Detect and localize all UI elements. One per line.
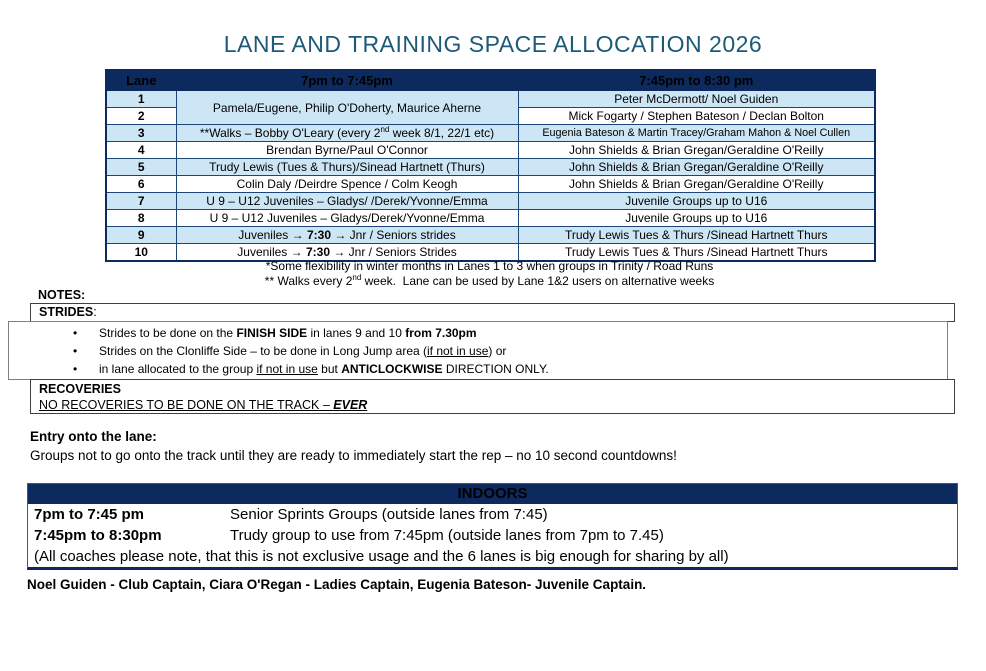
slot2-cell: Juvenile Groups up to U16 — [518, 210, 875, 227]
indoors-header: INDOORS — [28, 484, 957, 504]
slot1-cell: Trudy Lewis (Tues & Thurs)/Sinead Hartnett (Thurs) — [176, 159, 518, 176]
lane-allocation-table — [105, 69, 876, 262]
recoveries-box — [30, 379, 955, 414]
indoors-time: 7:45pm to 8:30pm — [34, 527, 162, 544]
lane-number: 4 — [106, 142, 176, 159]
captains-line: Noel Guiden - Club Captain, Ciara O'Regan - Ladies Captain, Eugenia Bateson- Juvenile Captain. — [27, 577, 647, 592]
table-footnotes — [105, 259, 874, 289]
strides-bullet-2: • Strides on the Clonliffe Side – to be done in Long Jump area (if not in use) or — [9, 342, 947, 360]
slot2-cell: John Shields & Brian Gregan/Geraldine O'Reilly — [518, 159, 875, 176]
header-lane: Lane — [106, 70, 176, 91]
slot1-cell: U 9 – U12 Juveniles – Gladys/Derek/Yvonne/Emma — [176, 210, 518, 227]
lane-number: 5 — [106, 159, 176, 176]
footnote-1: *Some flexibility in winter months in Lanes 1 to 3 when groups in Trinity / Road Runs — [265, 259, 714, 273]
lane-number: 3 — [106, 125, 176, 142]
footnote-2: ** Walks every 2nd week. Lane can be used by Lane 1&2 users on alternative weeks — [264, 273, 715, 288]
lane-row-7 — [106, 193, 875, 210]
header-slot2: 7:45pm to 8:30 pm — [518, 70, 875, 91]
lane-row-6 — [106, 176, 875, 193]
superscript: nd — [352, 273, 362, 282]
slot1-cell: **Walks – Bobby O'Leary (every 2nd week 8/1, 22/1 etc) — [176, 125, 518, 142]
notes-heading: NOTES: — [38, 288, 86, 302]
page-title: LANE AND TRAINING SPACE ALLOCATION 2026 — [223, 31, 763, 57]
indoors-row-2 — [28, 525, 957, 546]
lane-row-1 — [106, 91, 875, 108]
recoveries-rule: NO RECOVERIES TO BE DONE ON THE TRACK – EVER — [39, 398, 368, 412]
slot2-cell: Trudy Lewis Tues & Thurs /Sinead Hartnett Thurs — [518, 244, 875, 262]
lane-number: 1 — [106, 91, 176, 108]
strides-bullet-3: • in lane allocated to the group if not in use but ANTICLOCKWISE DIRECTION ONLY. — [9, 360, 947, 378]
lane-row-5 — [106, 159, 875, 176]
indoors-table — [27, 483, 958, 570]
slot1-cell: Brendan Byrne/Paul O'Connor — [176, 142, 518, 159]
indoors-row-1 — [28, 504, 957, 525]
lane-number: 10 — [106, 244, 176, 262]
slot1-cell-merged: Pamela/Eugene, Philip O'Doherty, Maurice Aherne — [176, 91, 518, 125]
lane-number: 2 — [106, 108, 176, 125]
slot2-cell: Mick Fogarty / Stephen Bateson / Declan Bolton — [518, 108, 875, 125]
lane-number: 8 — [106, 210, 176, 227]
lane-row-8 — [106, 210, 875, 227]
header-slot1: 7pm to 7:45pm — [176, 70, 518, 91]
slot1-cell: U 9 – U12 Juveniles – Gladys/ /Derek/Yvonne/Emma — [176, 193, 518, 210]
indoors-desc: Senior Sprints Groups (outside lanes from 7:45) — [230, 506, 548, 523]
indoors-time: 7pm to 7:45 pm — [34, 506, 145, 523]
slot2-cell: Eugenia Bateson & Martin Tracey/Graham Mahon & Noel Cullen — [518, 125, 875, 142]
lane-row-9 — [106, 227, 875, 244]
slot2-cell: Trudy Lewis Tues & Thurs /Sinead Hartnett Thurs — [518, 227, 875, 244]
slot1-cell: Colin Daly /Deirdre Spence / Colm Keogh — [176, 176, 518, 193]
slot2-cell: John Shields & Brian Gregan/Geraldine O'Reilly — [518, 142, 875, 159]
strides-bullet-1: • Strides to be done on the FINISH SIDE in lanes 9 and 10 from 7.30pm — [9, 324, 947, 342]
slot1-cell: Juveniles → 7:30 → Jnr / Seniors strides — [176, 227, 518, 244]
entry-body: Groups not to go onto the track until they are ready to immediately start the rep – no 10 second countdowns! — [30, 448, 677, 463]
slot1-cell: Juveniles → 7:30 → Jnr / Seniors Strides — [176, 244, 518, 262]
lane-row-4 — [106, 142, 875, 159]
entry-heading: Entry onto the lane: — [30, 429, 157, 444]
lane-number: 7 — [106, 193, 176, 210]
strides-bullets-box — [8, 321, 948, 380]
superscript: nd — [380, 125, 390, 134]
lane-row-3 — [106, 125, 875, 142]
recoveries-heading: RECOVERIES — [39, 382, 121, 396]
slot2-cell: Juvenile Groups up to U16 — [518, 193, 875, 210]
lane-number: 6 — [106, 176, 176, 193]
lane-table-header-row — [106, 70, 875, 91]
slot2-cell: Peter McDermott/ Noel Guiden — [518, 91, 875, 108]
indoors-note: (All coaches please note, that this is not exclusive usage and the 6 lanes is big enough for sharing by all) — [34, 548, 729, 565]
indoors-desc: Trudy group to use from 7:45pm (outside lanes from 7pm to 7.45) — [230, 527, 664, 544]
slot2-cell: John Shields & Brian Gregan/Geraldine O'Reilly — [518, 176, 875, 193]
strides-heading-box: STRIDES: — [30, 303, 955, 322]
lane-number: 9 — [106, 227, 176, 244]
